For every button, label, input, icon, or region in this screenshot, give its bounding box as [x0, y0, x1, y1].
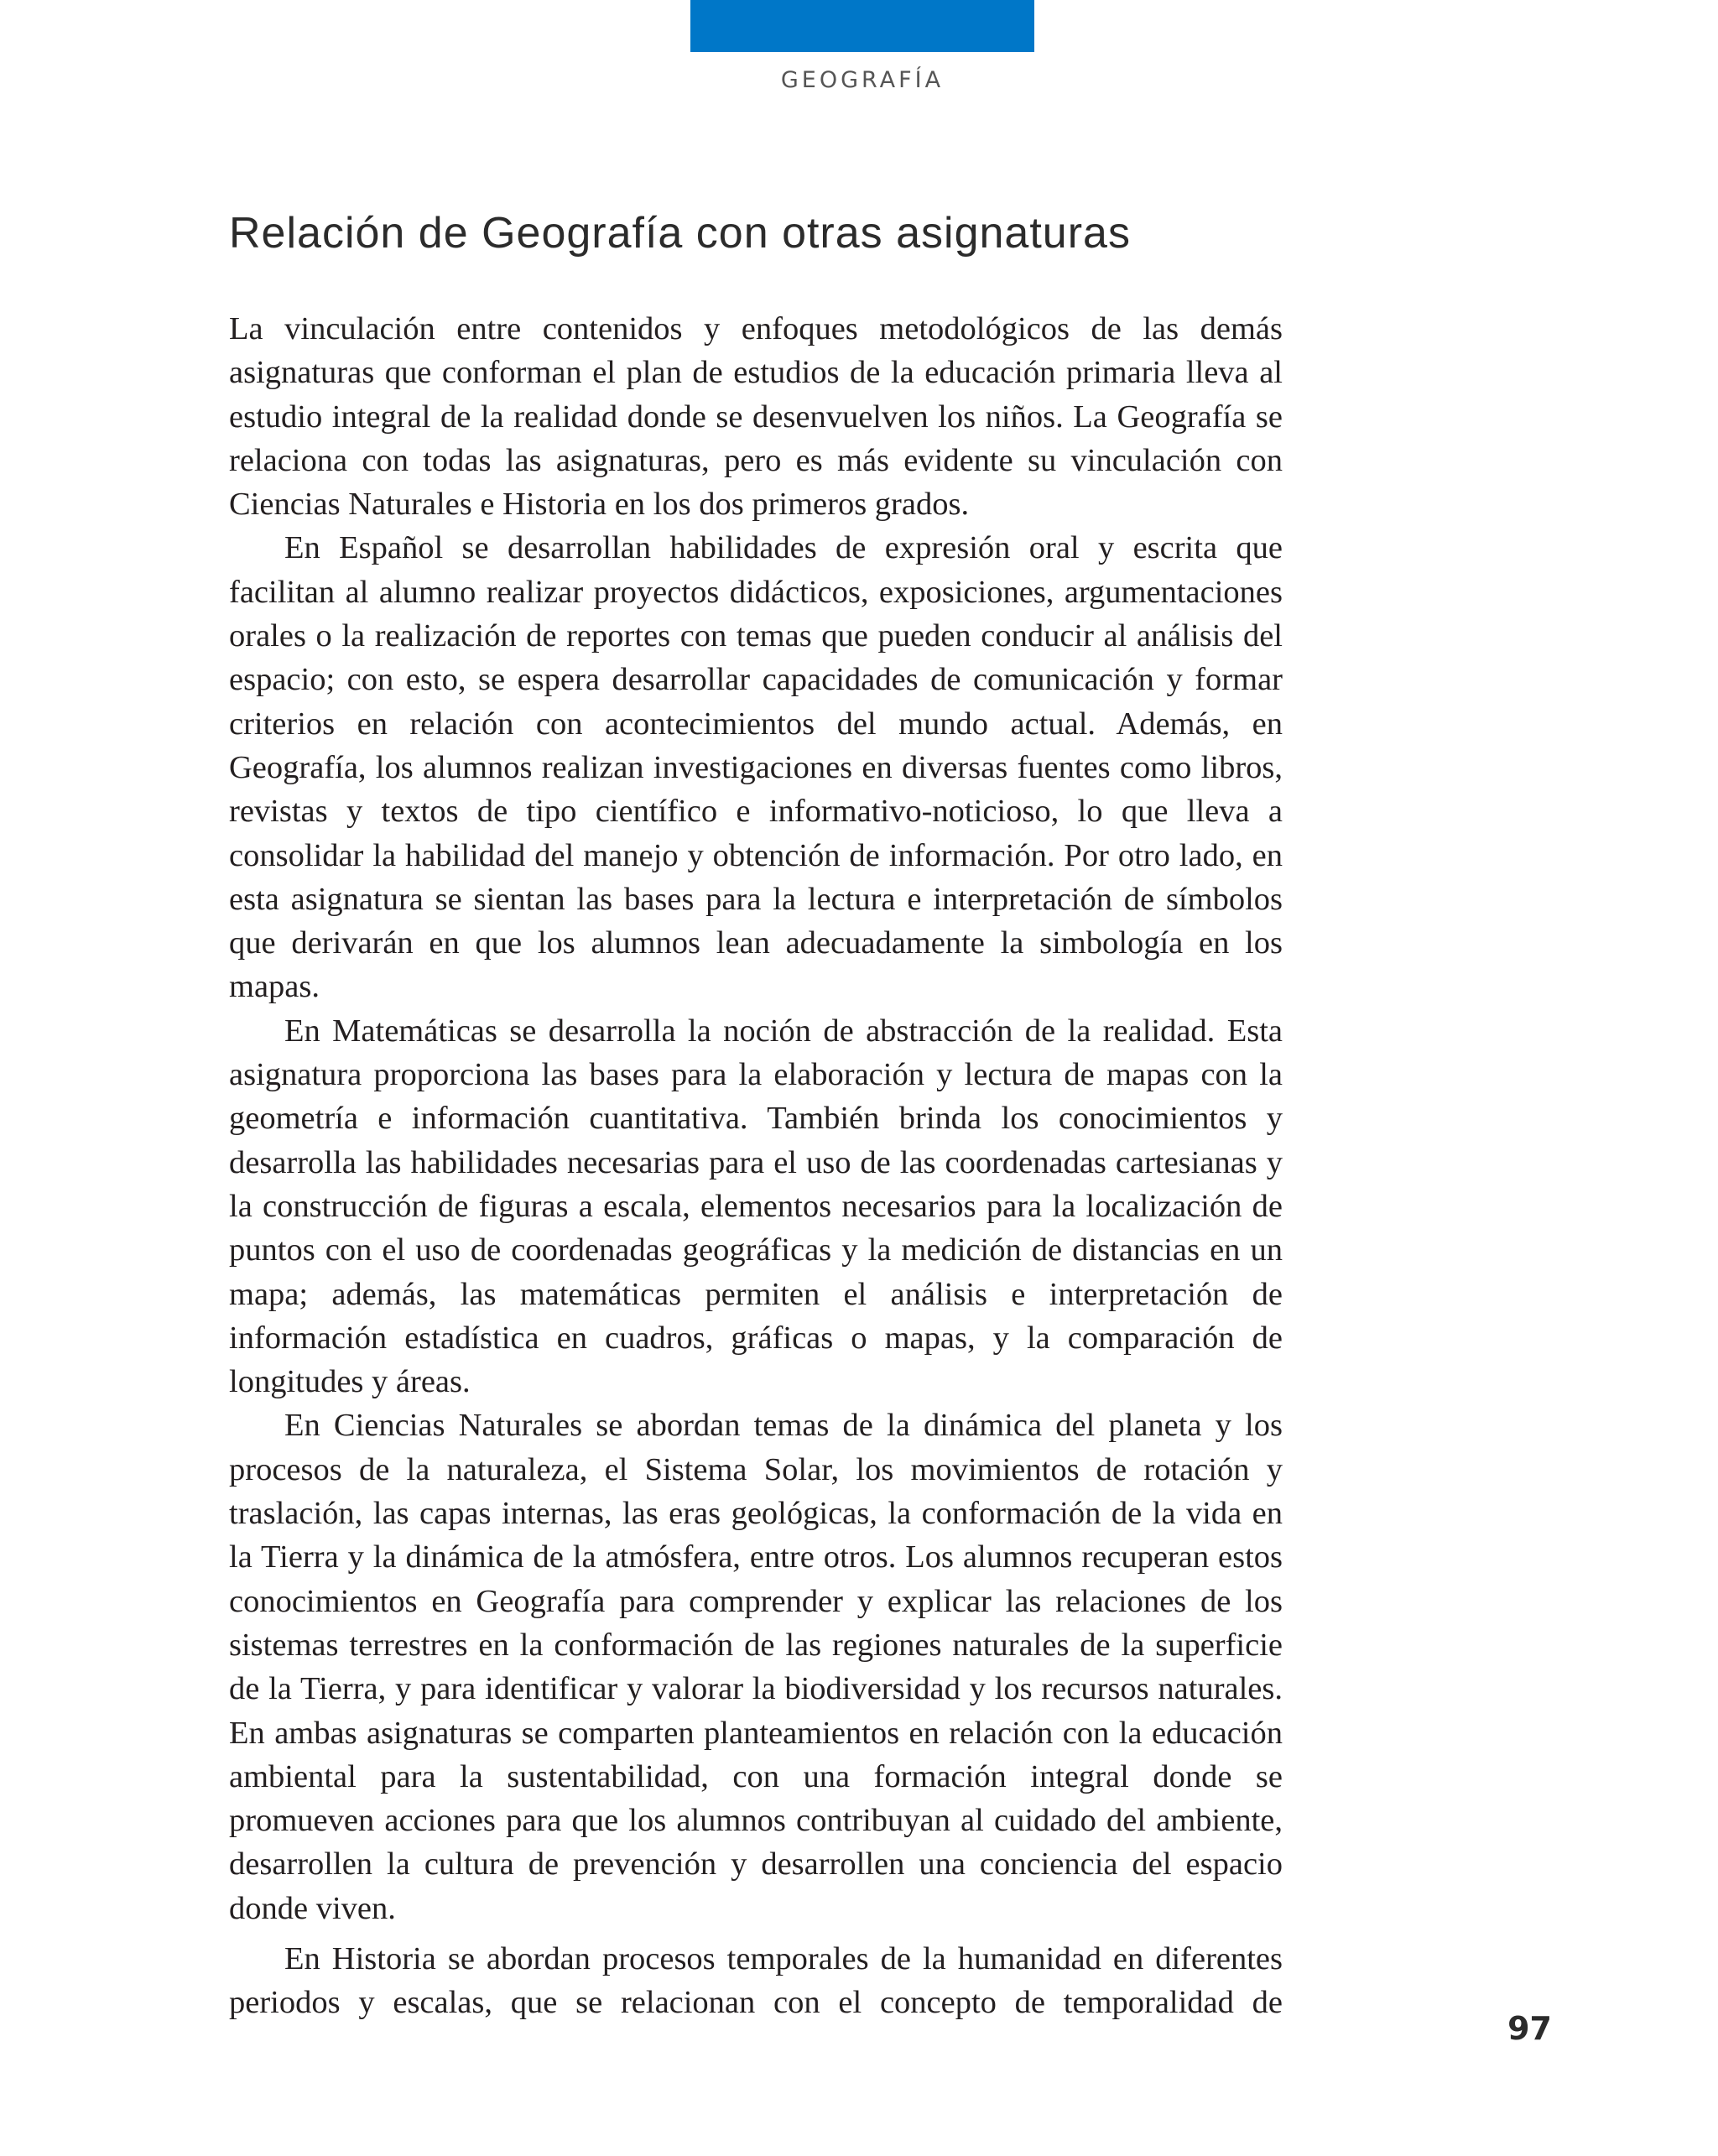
paragraph-intro: La vinculación entre contenidos y enfoques metodológicos de las demás asignaturas que conforman el plan de estudios de la educación primaria lleva al estudio integral de la realidad donde se desenvuelven los niños. La Geografía se relaciona con todas las asignaturas, pero es más evidente su vinculación con Ciencias Naturales e Historia en los dos primeros grados.: [229, 311, 1283, 523]
header-accent-bar: [690, 0, 1034, 52]
paragraph-matematicas: En Matemáticas se desarrolla la noción de abstracción de la realidad. Esta asignatura proporciona las bases para la elaboración y lectura de mapas con la geometría e información cuantitativa. También brinda los conocimientos y desarrolla las habilidades necesarias para el uso de las coordenadas cartesianas y la construcción de figuras a escala, elementos necesarios para la localización de puntos con el uso de coordenadas geográficas y la medición de distancias en un mapa; además, las matemáticas permiten el análisis e interpretación de información estadística en cuadros, gráficas o mapas, y la comparación de longitudes y áreas.: [229, 1013, 1283, 1400]
running-head: GEOGRAFÍA: [780, 67, 945, 93]
section-title: Relación de Geografía con otras asignaturas: [229, 209, 1131, 258]
body-text: [229, 307, 1283, 2025]
paragraph-ciencias-naturales: En Ciencias Naturales se abordan temas de la dinámica del planeta y los procesos de la naturaleza, el Sistema Solar, los movimientos de rotación y traslación, las capas internas, las eras geológicas, la conformación de la vida en la Tierra y la dinámica de la atmósfera, entre otros. Los alumnos recuperan estos conocimientos en Geografía para comprender y explicar las relaciones de los sistemas terrestres en la conformación de las regiones naturales de la superficie de la Tierra, y para identificar y valorar la biodiversidad y los recursos naturales. En ambas asignaturas se comparten planteamientos en relación con la educación ambiental para la sustentabilidad, con una formación integral donde se promueven acciones para que los alumnos contribuyan al cuidado del ambiente, desarrollen la cultura de prevención y desarrollen una conciencia del espacio donde viven.: [229, 1408, 1283, 1926]
page-number: 97: [1507, 2010, 1552, 2047]
paragraph-historia: En Historia se abordan procesos temporales de la humanidad en diferentes periodos y escalas, que se relacionan con el concepto de temporalidad de: [229, 1940, 1283, 2021]
paragraph-espanol: En Español se desarrollan habilidades de expresión oral y escrita que facilitan al alumno realizar proyectos didácticos, exposiciones, argumentaciones orales o la realización de reportes con temas que pueden conducir al análisis del espacio; con esto, se espera desarrollar capacidades de comunicación y formar criterios en relación con acontecimientos del mundo actual. Además, en Geografía, los alumnos realizan investigaciones en diversas fuentes como libros, revistas y textos de tipo científico e informativo-noticioso, lo que lleva a consolidar la habilidad del manejo y obtención de información. Por otro lado, en esta asignatura se sientan las bases para la lectura e interpretación de símbolos que derivarán en que los alumnos lean adecuadamente la simbología en los mapas.: [229, 530, 1283, 1005]
